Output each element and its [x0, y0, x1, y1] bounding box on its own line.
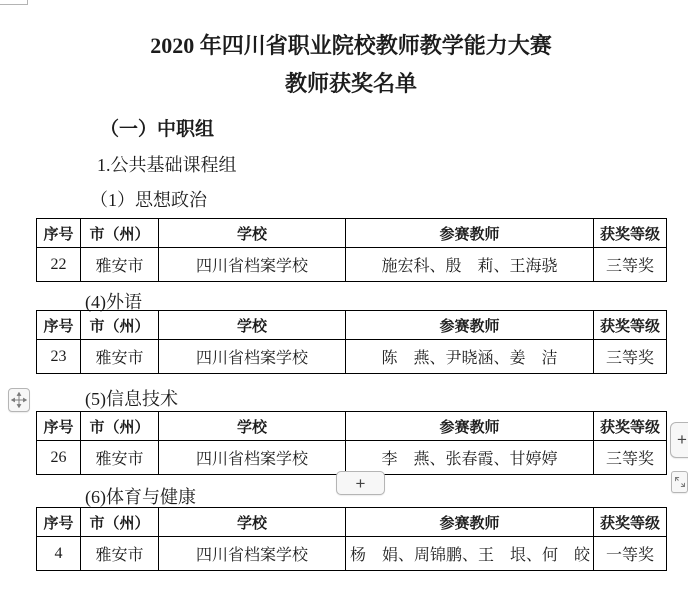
col-header-no: 序号 [37, 311, 81, 340]
cell-city: 雅安市 [81, 537, 159, 571]
table-row [37, 340, 667, 374]
cell-school: 四川省档案学校 [159, 537, 346, 571]
document-title-line1: 2020 年四川省职业院校教师教学能力大赛 [150, 33, 552, 58]
col-header-teachers: 参赛教师 [346, 311, 594, 340]
page-corner-mark [27, 0, 28, 5]
cell-school: 四川省档案学校 [159, 441, 346, 475]
col-header-award: 获奖等级 [594, 311, 667, 340]
cell-award: 一等奖 [594, 537, 667, 571]
col-header-award: 获奖等级 [594, 508, 667, 537]
award-table-physical-education [36, 507, 667, 571]
subgroup-heading: 1.公共基础课程组 [97, 155, 237, 175]
cell-city: 雅安市 [81, 340, 159, 374]
section-heading-physical-education: (6)体育与健康 [85, 487, 196, 507]
table-header-row [37, 219, 667, 248]
award-table-ideology [36, 218, 667, 282]
cell-no: 4 [37, 537, 81, 571]
cell-award: 三等奖 [594, 248, 667, 282]
section-heading-ideology: （1）思想政治 [90, 190, 207, 210]
move-icon [11, 392, 27, 408]
award-table-foreign-language [36, 310, 667, 374]
col-header-no: 序号 [37, 219, 81, 248]
document-title-line2: 教师获奖名单 [284, 71, 417, 96]
cell-teachers: 李 燕、张春霞、甘婷婷 [346, 441, 594, 475]
table-header-row [37, 508, 667, 537]
col-header-school: 学校 [159, 508, 346, 537]
table-row [37, 537, 667, 571]
group-heading: （一）中职组 [100, 119, 215, 140]
col-header-city: 市（州） [81, 508, 159, 537]
award-table-information-technology [36, 411, 667, 475]
plus-icon: + [355, 473, 366, 493]
cell-no: 23 [37, 340, 81, 374]
resize-diagonal-icon [674, 475, 686, 489]
cell-school: 四川省档案学校 [159, 340, 346, 374]
add-row-button-middle[interactable] [336, 471, 385, 495]
col-header-no: 序号 [37, 508, 81, 537]
col-header-teachers: 参赛教师 [346, 508, 594, 537]
col-header-award: 获奖等级 [594, 412, 667, 441]
cell-award: 三等奖 [594, 340, 667, 374]
section-heading-foreign-language: (4)外语 [85, 292, 142, 312]
page-corner-mark [0, 4, 27, 5]
col-header-school: 学校 [159, 311, 346, 340]
cell-teachers: 陈 燕、尹晓涵、姜 洁 [346, 340, 594, 374]
col-header-no: 序号 [37, 412, 81, 441]
col-header-teachers: 参赛教师 [346, 219, 594, 248]
cell-no: 26 [37, 441, 81, 475]
cell-teachers: 施宏科、殷 莉、王海骁 [346, 248, 594, 282]
col-header-school: 学校 [159, 412, 346, 441]
add-row-button-right[interactable] [670, 422, 688, 458]
table-header-row [37, 412, 667, 441]
col-header-teachers: 参赛教师 [346, 412, 594, 441]
resize-handle-button[interactable] [671, 471, 688, 493]
col-header-school: 学校 [159, 219, 346, 248]
col-header-award: 获奖等级 [594, 219, 667, 248]
cell-city: 雅安市 [81, 441, 159, 475]
cell-city: 雅安市 [81, 248, 159, 282]
section-heading-information-technology: (5)信息技术 [85, 389, 178, 409]
table-row [37, 441, 667, 475]
col-header-city: 市（州） [81, 311, 159, 340]
plus-icon: + [677, 430, 687, 449]
cell-teachers: 杨 娟、周锦鹏、王 垠、何 皎 [346, 537, 594, 571]
col-header-city: 市（州） [81, 219, 159, 248]
table-header-row [37, 311, 667, 340]
move-handle-button[interactable] [8, 388, 30, 412]
table-row [37, 248, 667, 282]
col-header-city: 市（州） [81, 412, 159, 441]
cell-award: 三等奖 [594, 441, 667, 475]
cell-school: 四川省档案学校 [159, 248, 346, 282]
cell-no: 22 [37, 248, 81, 282]
